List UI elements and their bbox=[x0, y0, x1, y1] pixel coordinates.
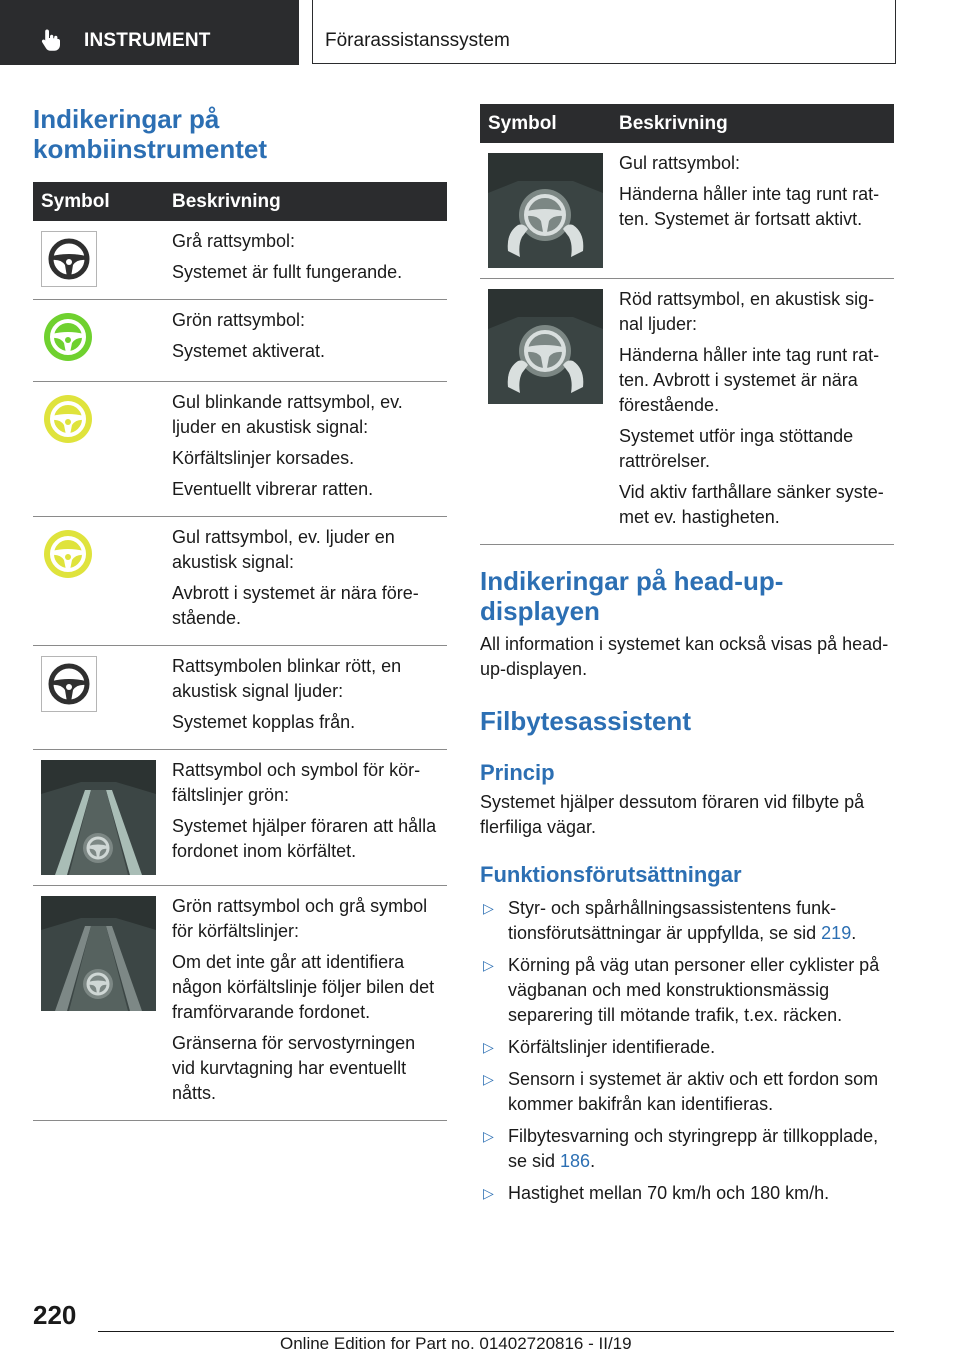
steering-wheel-grey-icon bbox=[41, 231, 97, 287]
princip-text: Systemet hjälper dessutom föraren vid filbyte på flerfiliga vägar. bbox=[480, 792, 865, 837]
steering-wheel-yellow-icon bbox=[41, 527, 95, 581]
triangle-bullet-icon: ▷ bbox=[483, 957, 494, 973]
list-item: ▷ Sensorn i systemet är aktiv och ett fordon som kommer bakifrån kan identifieras. bbox=[483, 1069, 879, 1114]
triangle-bullet-icon: ▷ bbox=[483, 900, 494, 916]
hud-text: All information i systemet kan också visas på head-up-displayen. bbox=[480, 634, 889, 679]
table-row: Grön rattsymbol och grå symbol för körfältslinjer: Om det inte går att identifiera någon körfältslinje följer bilen det framförvarande fordonet. Gränserna för servostyrningen vid kurvtagning har eventuellt nåtts. bbox=[33, 886, 447, 1121]
col-symbol-header: Symbol bbox=[33, 182, 164, 221]
hands-off-red-icon bbox=[488, 289, 603, 404]
triangle-bullet-icon: ▷ bbox=[483, 1071, 494, 1087]
hand-pointer-icon bbox=[40, 28, 62, 52]
table-row: Gul blinkande rattsymbol, ev. ljuder en akustisk signal: Körfältslinjer korsades. Eventuellt vibrerar ratten. bbox=[33, 382, 447, 517]
col-desc-header: Beskrivning bbox=[611, 104, 894, 143]
list-item: ▷ Körning på väg utan personer eller cyklister på vägbanan och med konstruktionsmässig separering till mötande trafik, t.ex. räcken. bbox=[483, 955, 880, 1025]
assist-heading: Filbytesassistent bbox=[480, 706, 691, 736]
footer-divider bbox=[98, 1331, 894, 1332]
table-row: Grön rattsymbol: Systemet aktiverat. bbox=[33, 300, 447, 382]
chapter-tab bbox=[312, 0, 896, 64]
lane-green-scene-icon bbox=[41, 760, 156, 875]
page-number: 220 bbox=[33, 1300, 77, 1330]
section-label: INSTRUMENT bbox=[84, 30, 211, 51]
col-desc-header: Beskrivning bbox=[164, 182, 447, 221]
hands-off-yellow-icon bbox=[488, 153, 603, 268]
list-item: ▷ Filbytesvarning och styringrepp är tillkopplade, se sid 186. bbox=[483, 1126, 879, 1171]
edition-note: Online Edition for Part no. 01402720816 - II/19 bbox=[280, 1334, 632, 1353]
list-item: ▷ Styr- och spårhållningsassistentens funktionsförutsättningar är uppfyllda, se sid 219. bbox=[483, 898, 857, 943]
table-row: Rattsymbol och symbol för körfältslinjer grön: Systemet hjälper föraren att hålla fordonet inom körfältet. bbox=[33, 750, 447, 886]
col-symbol-header: Symbol bbox=[480, 104, 611, 143]
table-row: Gul rattsymbol, ev. ljuder en akustisk signal: Avbrott i systemet är nära förestående. bbox=[33, 517, 447, 646]
table-row: Rattsymbolen blinkar rött, en akustisk signal ljuder: Systemet kopplas från. bbox=[33, 646, 447, 750]
requirements-list bbox=[480, 896, 894, 1206]
table-row: Gul rattsymbol: Händerna håller inte tag runt ratten. Systemet är fortsatt aktivt. bbox=[480, 143, 894, 279]
chapter-label: Förarassistanssystem bbox=[325, 30, 510, 51]
steering-wheel-yellow-icon bbox=[41, 392, 95, 446]
lane-grey-scene-icon bbox=[41, 896, 156, 1011]
running-header bbox=[0, 0, 960, 66]
page-link[interactable]: 186 bbox=[560, 1151, 591, 1171]
func-heading: Funktionsförutsättningar bbox=[480, 862, 742, 887]
table-row: Grå rattsymbol: Systemet är fullt fungerande. bbox=[33, 221, 447, 300]
steering-wheel-green-icon bbox=[41, 310, 95, 364]
triangle-bullet-icon: ▷ bbox=[483, 1185, 494, 1201]
right-symbol-table bbox=[480, 104, 894, 545]
list-item: ▷ Körfältslinjer identifierade. bbox=[480, 1035, 894, 1060]
steering-wheel-grey-icon bbox=[41, 656, 97, 712]
hud-heading: Indikeringar på head-up- displayen bbox=[480, 566, 784, 626]
list-item: ▷ Hastighet mellan 70 km/h och 180 km/h. bbox=[480, 1181, 894, 1206]
princip-heading: Princip bbox=[480, 760, 555, 785]
triangle-bullet-icon: ▷ bbox=[483, 1039, 494, 1055]
left-symbol-table bbox=[33, 182, 447, 1121]
kombiinstrument-heading: Indikeringar på kombiinstrumentet bbox=[33, 104, 268, 164]
section-tab bbox=[0, 0, 299, 65]
page-link[interactable]: 219 bbox=[821, 923, 852, 943]
hud-section bbox=[480, 566, 894, 1213]
table-row: Röd rattsymbol, en akustisk signal ljuder: Händerna håller inte tag runt ratten. Avbrott i systemet är nära förestående. Systemet utför inga stöttande rattrörelser. Vid aktiv farthållare sänker systemet ev. hastigheten. bbox=[480, 279, 894, 545]
triangle-bullet-icon: ▷ bbox=[483, 1128, 494, 1144]
